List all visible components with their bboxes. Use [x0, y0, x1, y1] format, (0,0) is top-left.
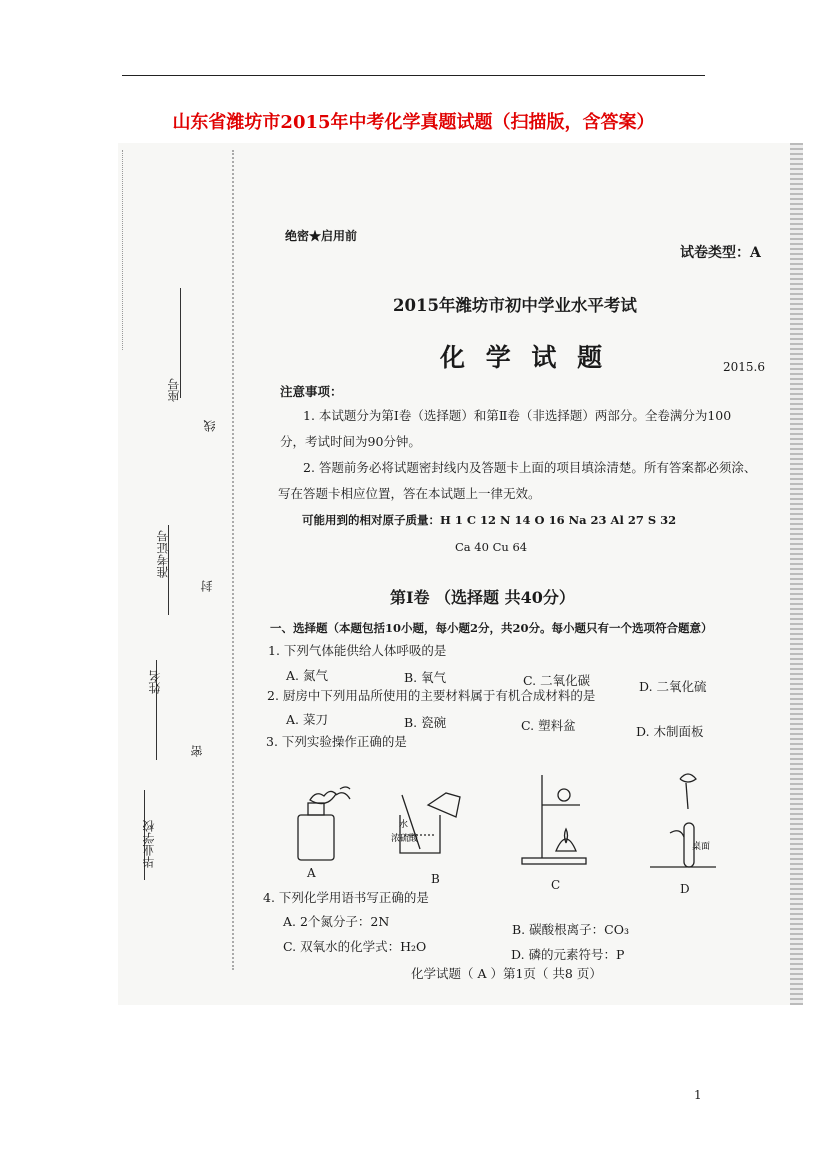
- question-2-stem: 2. 厨房中下列用品所使用的主要材料属于有机合成材料的是: [267, 688, 596, 703]
- note1-line1: 1. 本试题分为第Ⅰ卷（选择题）和第Ⅱ卷（非选择题）两部分。全卷满分为100: [303, 408, 732, 423]
- figure-text-water: 水: [399, 820, 409, 830]
- name-label: 姓名: [148, 670, 162, 694]
- q4-option-a: A. 2个氮分子：2N: [283, 914, 390, 929]
- seal-mark-feng: 封: [200, 580, 214, 592]
- q1-option-c: C. 二氧化碳: [523, 673, 591, 688]
- q3-figures: [280, 765, 740, 900]
- q4-option-c: C. 双氧水的化学式：H₂O: [283, 939, 427, 954]
- question-3-stem: 3. 下列实验操作正确的是: [266, 734, 407, 749]
- scan-edge-right: [790, 143, 803, 1005]
- q2-option-b: B. 瓷碗: [404, 715, 447, 730]
- question-1-stem: 1. 下列气体能供给人体呼吸的是: [268, 643, 447, 658]
- figure-b-beaker: [400, 793, 460, 853]
- top-rule: [122, 75, 705, 76]
- note1-line2: 分，考试时间为90分钟。: [280, 434, 421, 449]
- subject-title: 化 学 试 题: [440, 343, 609, 372]
- figure-label-c: C: [551, 878, 561, 892]
- q2-option-a: A. 菜刀: [286, 712, 328, 727]
- seal-mark-xian: 线: [203, 420, 217, 432]
- figure-label-a: A: [307, 866, 316, 880]
- figure-d-test-tube: [650, 774, 716, 867]
- figure-label-d: D: [680, 882, 690, 896]
- figure-c-stand: [522, 775, 586, 864]
- paper-type: 试卷类型：A: [680, 245, 761, 261]
- figure-a-bottle: [298, 787, 350, 860]
- atomic-masses-line2: Ca 40 Cu 64: [455, 540, 528, 554]
- atomic-masses-line1: 可能用到的相对原子质量：H 1 C 12 N 14 O 16 Na 23 Al 27 S 32: [302, 513, 677, 527]
- figure-text-table: 桌面: [692, 842, 711, 852]
- document-title: 山东省潍坊市2015年中考化学真题试题（扫描版，含答案）: [172, 112, 655, 133]
- section-instructions: 一、选择题（本题包括10小题，每小题2分，共20分。每小题只有一个选项符合题意）: [270, 621, 713, 635]
- q4-option-b: B. 碳酸根离子：CO₃: [512, 922, 629, 937]
- q2-option-c: C. 塑料盆: [521, 718, 576, 733]
- school-label: 毕业学校: [142, 820, 156, 868]
- q1-option-a: A. 氮气: [286, 668, 328, 683]
- exam-id-label: 准考证号: [156, 530, 170, 578]
- q1-option-d: D. 二氧化硫: [639, 679, 707, 694]
- exam-date: 2015.6: [723, 360, 765, 374]
- figure-label-b: B: [431, 872, 440, 886]
- scan-edge-left: [122, 150, 129, 350]
- section-title: 第Ⅰ卷 （选择题 共40分）: [390, 588, 575, 607]
- q2-option-d: D. 木制面板: [636, 724, 704, 739]
- seat-no-label: 座号: [167, 378, 181, 402]
- page-number: 1: [694, 1088, 702, 1102]
- q4-option-d: D. 磷的元素符号：P: [511, 947, 625, 962]
- notes-heading: 注意事项：: [280, 384, 343, 399]
- secrecy-label: 绝密★启用前: [285, 229, 358, 243]
- question-4-stem: 4. 下列化学用语书写正确的是: [263, 890, 429, 905]
- scan-fold-line: [232, 150, 238, 970]
- exam-page-footer: 化学试题（ A ）第1页（ 共8 页）: [411, 966, 602, 981]
- note2-line2: 写在答题卡相应位置，答在本试题上一律无效。: [278, 486, 541, 501]
- seal-mark-mi: 密: [190, 745, 204, 757]
- note2-line1: 2. 答题前务必将试题密封线内及答题卡上面的项目填涂清楚。所有答案都必须涂、: [303, 460, 757, 475]
- figure-text-acid: 浓硫酸: [391, 834, 419, 844]
- exam-main-title: 2015年潍坊市初中学业水平考试: [393, 296, 637, 315]
- q1-option-b: B. 氧气: [404, 670, 447, 685]
